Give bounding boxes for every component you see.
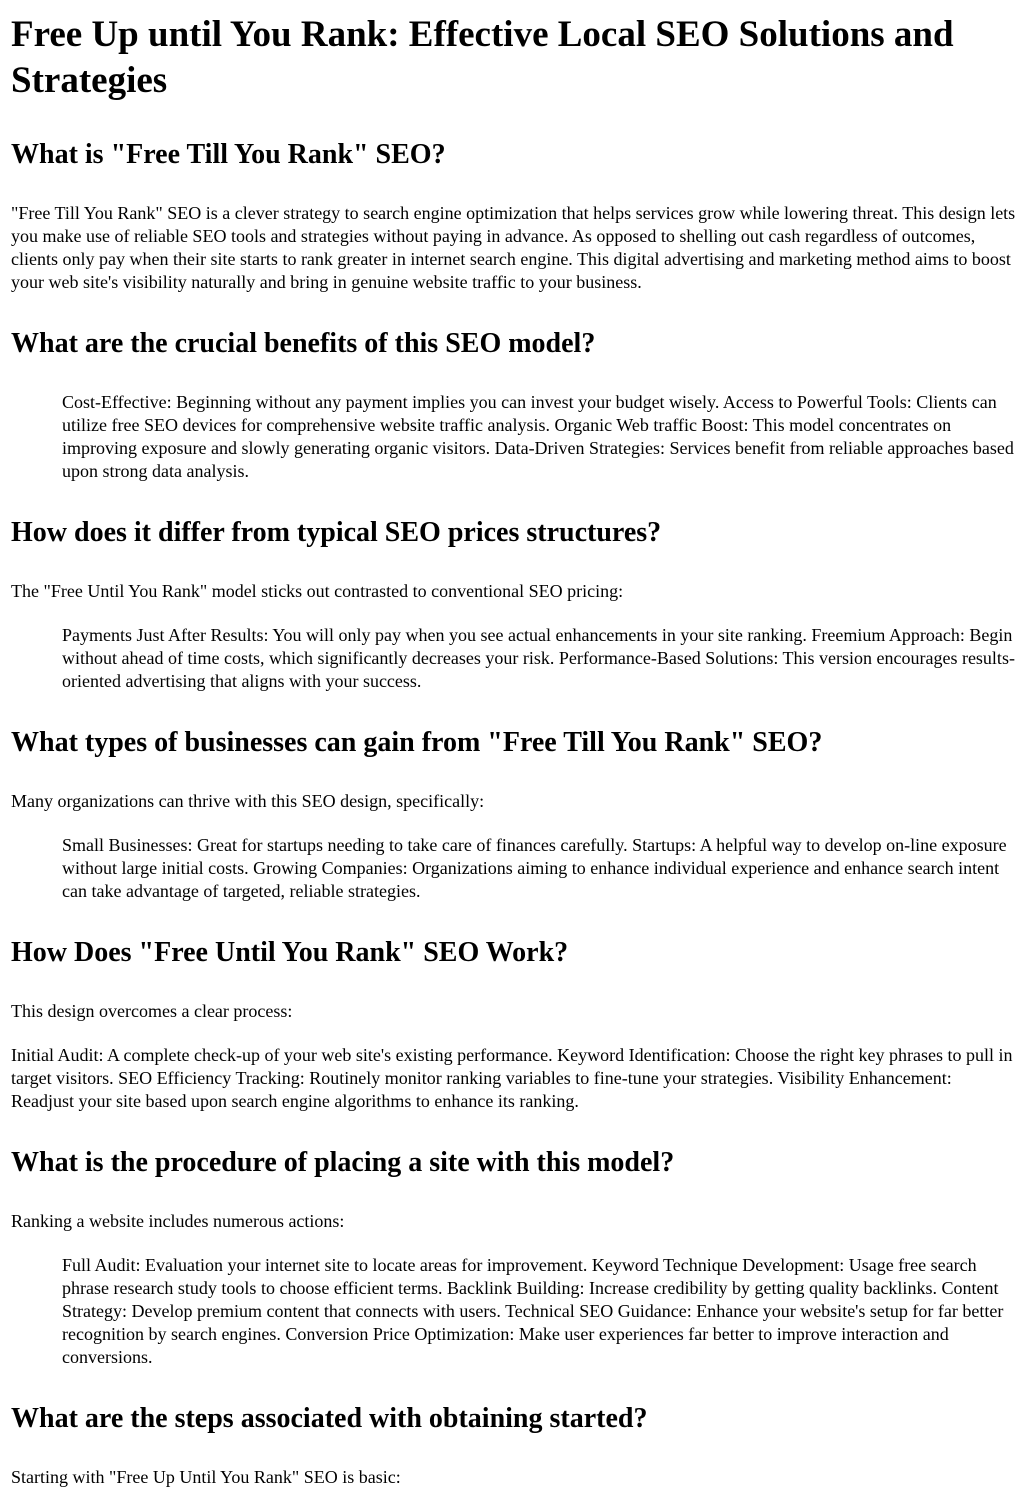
section-paragraph-ranking-procedure: Ranking a website includes numerous actions:	[11, 1211, 345, 1231]
section-paragraph-how-it-works: This design overcomes a clear process:	[11, 1001, 293, 1021]
section-heading-getting-started: What are the steps associated with obtaining started?	[11, 1403, 648, 1434]
section-quote-business-types: Small Businesses: Great for startups needing to take care of finances carefully. Startups: A helpful way to develop on-line exposure without large initial costs. Growing Companies: Organizations aiming to enhance individual experience and enhance search intent can take advantage of targeted, reliable strategies.	[62, 835, 1007, 901]
section-paragraph-process-steps: Initial Audit: A complete check-up of your web site's existing performance. Keyword Identification: Choose the right key phrases to pull in target visitors. SEO Efficiency Tracking: Routinely monitor ranking variables to fine-tune your strategies. Visibility Enhancement: Readjust your site based upon search engine algorithms to enhance its ranking.	[11, 1045, 1013, 1111]
section-quote-pricing-difference: Payments Just After Results: You will only pay when you see actual enhancements in your site ranking. Freemium Approach: Begin without ahead of time costs, which significantly decreases your risk. Performance-Based Solutions: This version encourages results-oriented advertising that aligns with your success.	[62, 625, 1015, 691]
section-paragraph-pricing-difference: The "Free Until You Rank" model sticks out contrasted to conventional SEO pricing:	[11, 581, 624, 601]
section-heading-what-is: What is "Free Till You Rank" SEO?	[11, 139, 446, 170]
section-quote-benefits: Cost-Effective: Beginning without any payment implies you can invest your budget wisely. Access to Powerful Tools: Clients can utilize free SEO devices for comprehensive website traffic analysis. Organic Web traffic Boost: This model concentrates on improving exposure and slowly generating organic visitors. Data-Driven Strategies: Services benefit from reliable approaches based upon strong data analysis.	[62, 392, 1014, 481]
section-paragraph-what-is: "Free Till You Rank" SEO is a clever strategy to search engine optimization that helps services grow while lowering threat. This design lets you make use of reliable SEO tools and strategies without paying in advance. As opposed to shelling out cash regardless of outcomes, clients only pay when their site starts to rank greater in internet search engine. This digital advertising and marketing method aims to boost your web site's visibility naturally and bring in genuine website traffic to your business.	[11, 203, 1016, 292]
section-heading-pricing-difference: How does it differ from typical SEO prices structures?	[11, 517, 662, 548]
section-heading-how-it-works: How Does "Free Until You Rank" SEO Work?	[11, 937, 569, 968]
section-quote-ranking-procedure: Full Audit: Evaluation your internet site to locate areas for improvement. Keyword Technique Development: Usage free search phrase research study tools to choose efficient terms. Backlink Building: Increase credibility by getting quality backlinks. Content Strategy: Develop premium content that connects with users. Technical SEO Guidance: Enhance your website's setup for far better recognition by search engines. Conversion Price Optimization: Make user experiences far better to improve interaction and conversions.	[62, 1255, 1004, 1367]
section-heading-ranking-procedure: What is the procedure of placing a site with this model?	[11, 1147, 675, 1178]
page-title: Free Up until You Rank: Effective Local SEO Solutions and Strategies	[11, 14, 954, 101]
section-heading-business-types: What types of businesses can gain from "Free Till You Rank" SEO?	[11, 727, 823, 758]
section-paragraph-getting-started: Starting with "Free Up Until You Rank" SEO is basic:	[11, 1467, 401, 1487]
section-heading-benefits: What are the crucial benefits of this SEO model?	[11, 328, 596, 359]
section-paragraph-business-types: Many organizations can thrive with this SEO design, specifically:	[11, 791, 485, 811]
